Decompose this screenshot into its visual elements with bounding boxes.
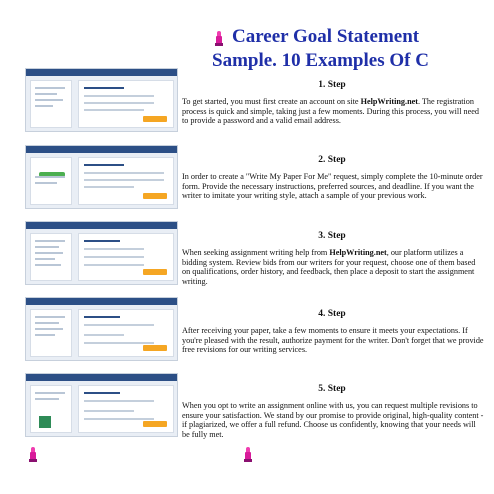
step-3-screenshot: [25, 221, 178, 285]
step-3-heading: 3. Step: [318, 231, 346, 241]
step-1-screenshot: [25, 68, 178, 132]
title-line-2: Sample. 10 Examples Of C: [212, 50, 429, 71]
step-3-text: When seeking assignment writing help from HelpWriting.net, our platform utilizes a bidding system. Review bids from our writers for your request, choose one of them based on qualifications, order history, and feedback, then place a deposit to start the assignment writing.: [182, 248, 476, 286]
step-2-heading: 2. Step: [318, 155, 346, 165]
title-line-1: Career Goal Statement: [232, 26, 420, 47]
step-1-text: To get started, you must first create an account on site HelpWriting.net. The registration process is quick and simple, taking just a few moments. During this process, you will need to provide a password and a valid email address.: [182, 97, 479, 126]
step-4-heading: 4. Step: [318, 309, 346, 319]
step-5-text: When you opt to write an assignment online with us, you can request multiple revisions to ensure your satisfaction. We stand by our promise to provide original, high-quality content - if plagiarized, we offer a full refund. Choose us confidently, knowing that your needs will be fully met.: [182, 401, 484, 439]
step-4-text: After receiving your paper, take a few moments to ensure it meets your expectations. If you're pleased with the result, authorize payment for the writer. Don't forget that we provide free revisions for our writing services.: [182, 326, 484, 355]
step-5-heading: 5. Step: [318, 384, 346, 394]
step-5-screenshot: [25, 373, 178, 437]
step-4-screenshot: [25, 297, 178, 361]
step-2-screenshot: [25, 145, 178, 209]
page-title: [150, 24, 490, 76]
lipstick-icon: [242, 446, 254, 462]
step-1-heading: 1. Step: [318, 80, 346, 90]
step-2-text: In order to create a "Write My Paper For Me" request, simply complete the 10-minute order form. Provide the necessary instructions, preferred sources, and deadline. If you want the writer to imitate your writing style, attach a sample of your previous work.: [182, 172, 483, 201]
lipstick-icon: [213, 30, 225, 46]
lipstick-icon: [27, 446, 39, 462]
